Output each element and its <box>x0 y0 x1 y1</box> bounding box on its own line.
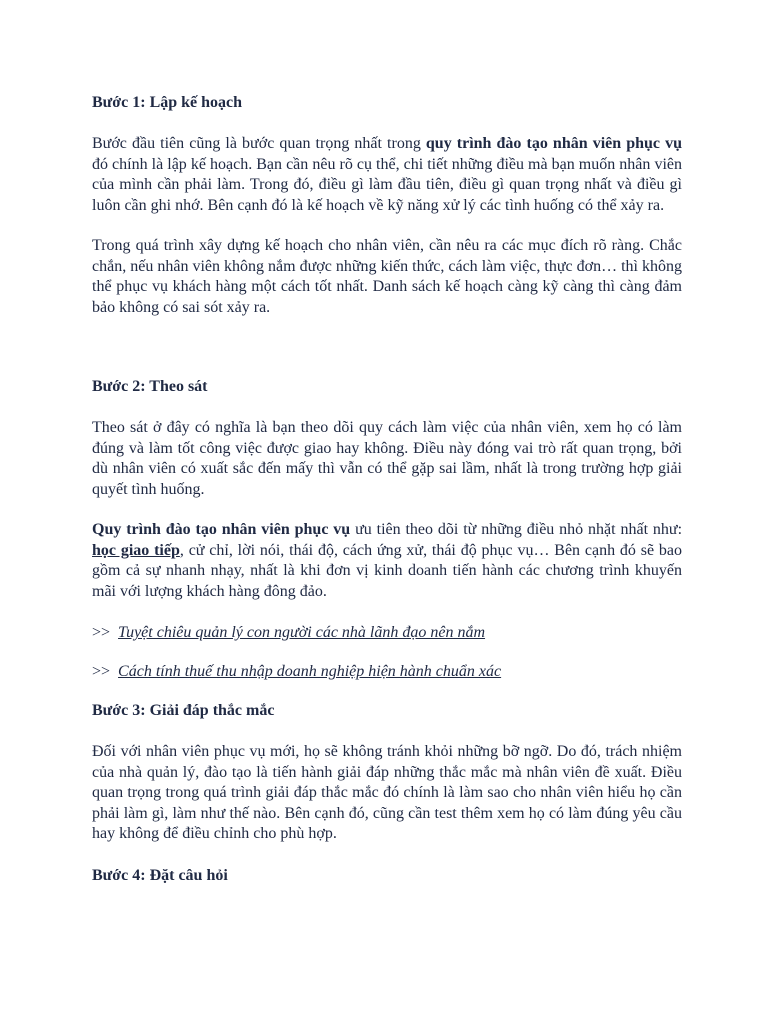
step2-heading: Bước 2: Theo sát <box>92 378 208 395</box>
step2-paragraph-1: Theo sát ở đây có nghĩa là bạn theo dõi quy cách làm việc của nhân viên, xem họ có làm đúng và làm tốt công việc được giao hay không. Điều này đóng vai trò rất quan trọng, bởi dù nhân viên có xuất sắc đến mấy thì vẫn có thể gặp sai lầm, nhất là trong trường hợp giải quyết tình huống. <box>92 419 682 498</box>
related-link-management[interactable]: Tuyệt chiêu quản lý con người các nhà lãnh đạo nên nắm <box>118 624 486 641</box>
step1-p1-bold-keyword: quy trình đào tạo nhân viên phục vụ <box>425 135 683 152</box>
step3-paragraph-1: Đối với nhân viên phục vụ mới, họ sẽ không tránh khỏi những bỡ ngỡ. Do đó, trách nhiệm của nhà quản lý, đào tạo là tiến hành giải đáp những thắc mắc mà nhân viên đề xuất. Điều quan trọng trong quá trình giải đáp thắc mắc đó chính là làm sao cho nhân viên hiểu họ cần phải làm gì, làm như thế nào. Bên cạnh đó, cũng cần test thêm xem họ có làm đúng yêu cầu hay không để điều chỉnh cho phù hợp. <box>92 743 682 842</box>
step1-paragraph-2: Trong quá trình xây dựng kế hoạch cho nhân viên, cần nêu ra các mục đích rõ ràng. Chắc chắn, nếu nhân viên không nắm được những kiến thức, cách làm việc, thực đơn… thì không thể phục vụ khách hàng một cách tốt nhất. Danh sách kế hoạch càng kỹ càng thì càng đảm bảo không có sai sót xảy ra. <box>92 237 682 316</box>
step2-p2-text-b: ưu tiên theo dõi từ những điều nhỏ nhặt nhất như: <box>350 521 683 538</box>
step2-p2-text-d: , cử chỉ, lời nói, thái độ, cách ứng xử, thái độ phục vụ… Bên cạnh đó sẽ bao gồm cả sự nhanh nhạy, nhất là khi đơn vị kinh doanh tiến hành các chương trình khuyến mãi với lượng khách hàng đông đảo. <box>92 541 682 600</box>
link-arrow: >> <box>92 624 111 641</box>
step1-heading: Bước 1: Lập kế hoạch <box>92 94 243 111</box>
related-link-tax[interactable]: Cách tính thuế thu nhập doanh nghiệp hiện hành chuẩn xác <box>118 663 502 680</box>
step4-heading: Bước 4: Đặt câu hỏi <box>92 866 228 884</box>
related-link-row <box>92 661 682 683</box>
step3-heading: Bước 3: Giải đáp thắc mắc <box>92 702 275 719</box>
step1-p1-text-c: đó chính là lập kế hoạch. Bạn cần nêu rõ cụ thể, chi tiết những điều mà bạn muốn nhân viên của mình cần phải làm. Trong đó, điều gì làm đầu tiên, điều gì quan trọng nhất và điều gì luôn cần ghi nhớ. Bên cạnh đó là kế hoạch về kỹ năng xử lý các tình huống có thể xảy ra. <box>92 155 682 214</box>
step2-p2-bold-keyword: Quy trình đào tạo nhân viên phục vụ <box>92 521 351 538</box>
related-link-row <box>92 622 682 644</box>
section-gap <box>92 338 682 376</box>
link-arrow: >> <box>92 663 111 680</box>
step1-paragraph-1 <box>92 134 682 216</box>
hoc-giao-tiep-link[interactable]: học giao tiếp <box>92 541 180 559</box>
step2-paragraph-2 <box>92 520 682 602</box>
step1-p1-text-a: Bước đầu tiên cũng là bước quan trọng nhất trong <box>92 135 426 152</box>
